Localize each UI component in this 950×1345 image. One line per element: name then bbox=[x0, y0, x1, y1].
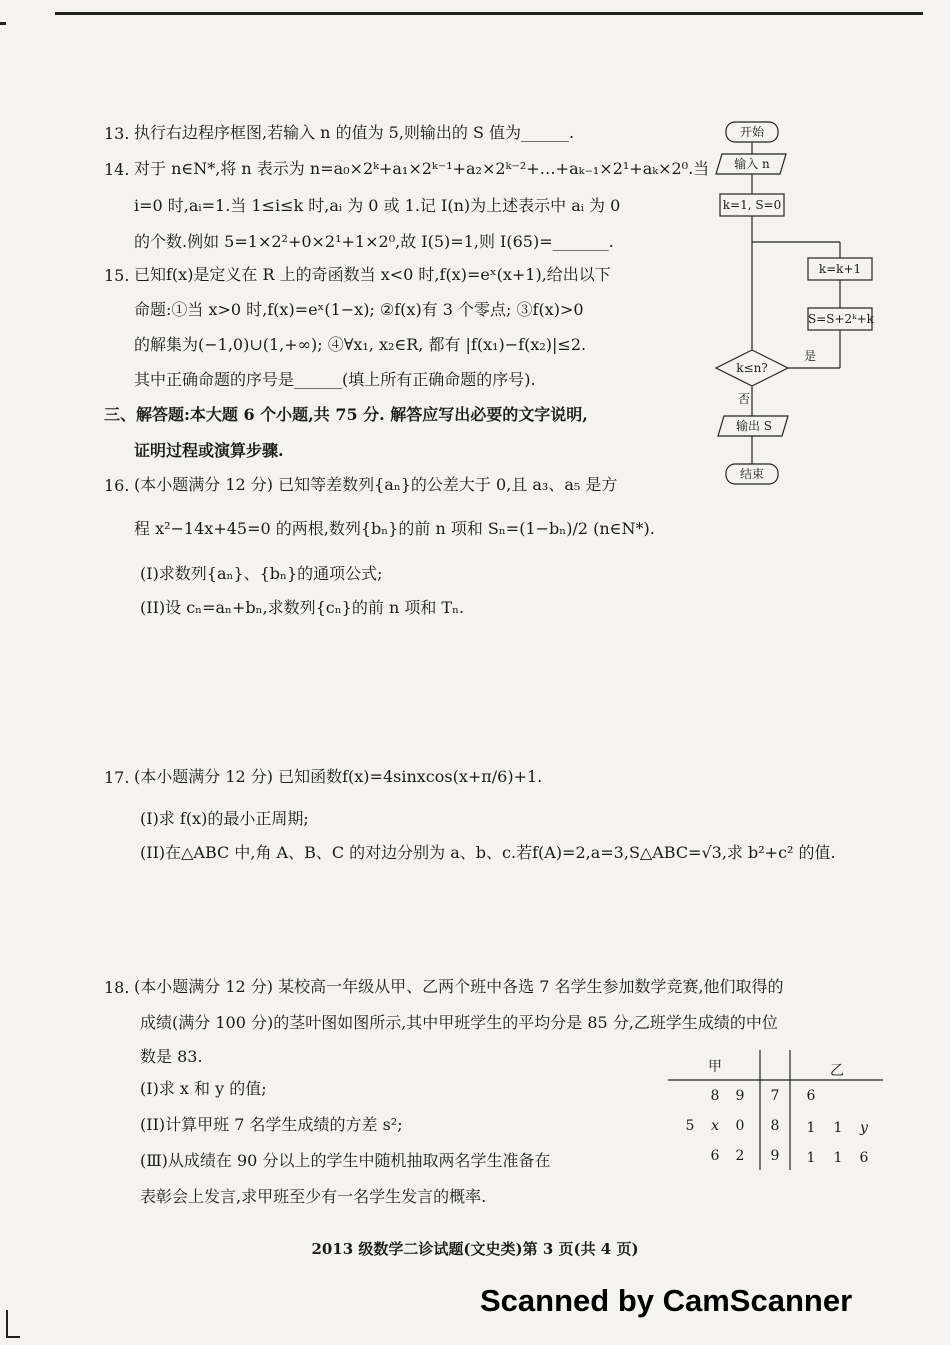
leaf-left: 0 bbox=[735, 1118, 745, 1134]
leaf-left: 8 bbox=[710, 1088, 720, 1104]
top-rule bbox=[55, 12, 923, 15]
q18-part1: (I)求 x 和 y 的值; bbox=[140, 1079, 267, 1098]
q14-line2: i=0 时,aᵢ=1.当 1≤i≤k 时,aᵢ 为 0 或 1.记 I(n)为上述表示中 aᵢ 为 0 bbox=[134, 196, 621, 215]
q16-line2: 程 x²−14x+45=0 的两根,数列{bₙ}的前 n 项和 Sₙ=(1−bₙ)/2 (n∈N*). bbox=[134, 519, 655, 538]
output-label: 输出 S bbox=[735, 419, 773, 433]
q18-line2: 成绩(满分 100 分)的茎叶图如图所示,其中甲班学生的平均分是 85 分,乙班学生成绩的中位 bbox=[140, 1013, 778, 1032]
q18-part3: (Ⅲ)从成绩在 90 分以上的学生中随机抽取两名学生准备在 bbox=[140, 1151, 551, 1170]
q17-part1: (I)求 f(x)的最小正周期; bbox=[140, 809, 309, 828]
scanner-watermark: Scanned by CamScanner bbox=[480, 1283, 853, 1318]
stem-value: 8 bbox=[770, 1118, 780, 1134]
q15-line1: 已知f(x)是定义在 R 上的奇函数当 x<0 时,f(x)=eˣ(x+1),给出以下 bbox=[134, 265, 611, 284]
question-number: 18. bbox=[104, 978, 130, 997]
crop-mark bbox=[6, 1336, 20, 1338]
leaf-right: 1 bbox=[806, 1150, 816, 1166]
q18-part3-cont: 表彰会上发言,求甲班至少有一名学生发言的概率. bbox=[140, 1187, 487, 1206]
crop-mark bbox=[0, 22, 6, 25]
q17-part2: (II)在△ABC 中,角 A、B、C 的对边分别为 a、b、c.若f(A)=2,a=3,S△ABC=√3,求 b²+c² 的值. bbox=[140, 843, 836, 862]
stem-leaf-plot bbox=[668, 1046, 888, 1176]
crop-mark bbox=[6, 1310, 8, 1338]
flowchart bbox=[700, 118, 900, 498]
leaf-right: 1 bbox=[833, 1120, 843, 1136]
end-label: 结束 bbox=[739, 467, 764, 481]
yes-label: 是 bbox=[803, 349, 816, 363]
left-class-label: 甲 bbox=[708, 1059, 722, 1075]
flowchart-connectors bbox=[700, 118, 900, 498]
question-number: 17. bbox=[104, 768, 130, 787]
question-number: 13. bbox=[104, 124, 130, 143]
update-label: S=S+2ᵏ+k bbox=[808, 312, 874, 326]
question-number: 16. bbox=[104, 476, 130, 495]
start-label: 开始 bbox=[739, 125, 764, 139]
section-heading: 三、解答题:本大题 6 个小题,共 75 分. 解答应写出必要的文字说明, bbox=[104, 405, 588, 424]
increment-label: k=k+1 bbox=[818, 262, 862, 276]
right-class-label: 乙 bbox=[830, 1063, 844, 1079]
q17-line1: (本小题满分 12 分) 已知函数f(x)=4sinxcos(x+π/6)+1. bbox=[134, 767, 543, 786]
page-footer: 2013 级数学二诊试题(文史类)第 3 页(共 4 页) bbox=[311, 1240, 639, 1258]
question-number: 15. bbox=[104, 266, 130, 285]
condition-label: k≤n? bbox=[736, 361, 768, 375]
input-label: 输入 n bbox=[734, 157, 770, 171]
stem-value: 7 bbox=[770, 1088, 780, 1104]
q13-text: 执行右边程序框图,若输入 n 的值为 5,则输出的 S 值为______. bbox=[134, 123, 575, 142]
leaf-left: 9 bbox=[735, 1088, 745, 1104]
leaf-right: 6 bbox=[859, 1150, 869, 1166]
stem-value: 9 bbox=[770, 1148, 780, 1164]
question-number: 14. bbox=[104, 160, 130, 179]
leaf-left: x bbox=[711, 1118, 719, 1134]
q15-line3: 的解集为(−1,0)∪(1,+∞); ④∀x₁, x₂∈R, 都有 |f(x₁)−f(x₂)|≤2. bbox=[134, 335, 587, 354]
q14-line1: 对于 n∈N*,将 n 表示为 n=a₀×2ᵏ+a₁×2ᵏ⁻¹+a₂×2ᵏ⁻²+…+aₖ₋₁×2¹+aₖ×2⁰.当 bbox=[134, 159, 710, 178]
q16-part1: (Ⅰ)求数列{aₙ}、{bₙ}的通项公式; bbox=[140, 564, 383, 583]
leaf-right: 1 bbox=[806, 1120, 816, 1136]
section-heading-cont: 证明过程或演算步骤. bbox=[134, 441, 284, 460]
q15-line4: 其中正确命题的序号是______(填上所有正确命题的序号). bbox=[134, 370, 536, 389]
leaf-right: 6 bbox=[806, 1088, 816, 1104]
q18-line1: (本小题满分 12 分) 某校高一年级从甲、乙两个班中各选 7 名学生参加数学竞赛,他们取得的 bbox=[134, 977, 784, 996]
no-label: 否 bbox=[737, 392, 750, 406]
leaf-right: 1 bbox=[833, 1150, 843, 1166]
q16-part2: (II)设 cₙ=aₙ+bₙ,求数列{cₙ}的前 n 项和 Tₙ. bbox=[140, 598, 465, 617]
q14-line3: 的个数.例如 5=1×2²+0×2¹+1×2⁰,故 I(5)=1,则 I(65)=_______. bbox=[134, 232, 614, 251]
q15-line2: 命题:①当 x>0 时,f(x)=eˣ(1−x); ②f(x)有 3 个零点; ③f(x)>0 bbox=[134, 300, 584, 319]
leaf-left: 5 bbox=[685, 1118, 695, 1134]
q18-part2: (II)计算甲班 7 名学生成绩的方差 s²; bbox=[140, 1115, 403, 1134]
init-label: k=1, S=0 bbox=[722, 198, 782, 212]
leaf-left: 2 bbox=[735, 1148, 745, 1164]
leaf-right: y bbox=[860, 1120, 868, 1136]
q16-line1: (本小题满分 12 分) 已知等差数列{aₙ}的公差大于 0,且 a₃、a₅ 是方 bbox=[134, 475, 618, 494]
leaf-left: 6 bbox=[710, 1148, 720, 1164]
q18-line3: 数是 83. bbox=[140, 1047, 203, 1066]
